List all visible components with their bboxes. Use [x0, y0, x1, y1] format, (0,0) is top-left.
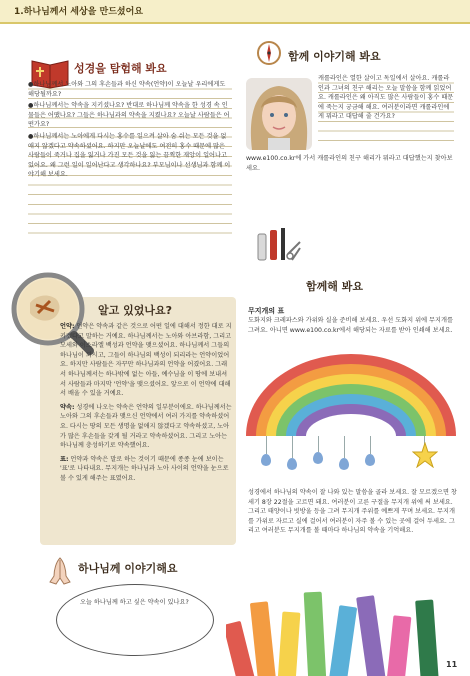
- colored-pencils-illustration: [226, 580, 456, 676]
- rainbow-illustration: [246, 354, 456, 474]
- together-title: 함께해 봐요: [306, 280, 363, 293]
- know-paragraph: [60, 455, 232, 484]
- know-definition: 성경에 나오는 약속은 언약의 일부분이에요. 하나님께서는 노아와 그의 후손들과 맺으신 언약에서 여러 가지를 약속하셨어요. 다시는 땅의 모든 생명을 없애지 않겠다고 약속하셨고, 노아가 많은 후손들을 갖게 될 거라고 약속하셨어요. 그리고 노아는 하나님께 충성하기로 약속했어요.: [60, 403, 232, 450]
- know-text: [60, 322, 232, 484]
- pray-prompt: 오늘 하나님께 하고 싶은 약속이 있나요?: [80, 599, 189, 606]
- explore-paragraph: ●하나님께서 노아와 그의 후손들과 하신 약속(언약)이 오늘날 우리에게도 해당될까요?: [28, 81, 226, 98]
- know-term: 표:: [60, 455, 69, 463]
- page-number: 11: [446, 660, 458, 669]
- together-instructions: 성경에서 하나님의 약속이 잘 나와 있는 말씀을 골라 보세요. 잘 모르겠으면 창세기 8장 22절을 고르면 돼요. 여러분이 고른 구절을 무지개 위에 써 보세요. 그리고 태양이나 빗방울 등을 그려 무지개 주위를 예쁘게 꾸며 보세요. 무지개를 가위로 자르고 실에 걸어서 여러분이 자주 볼 수 있는 곳에 걸어 두세요. 그리고 여러분도 무지개를 볼 때마다 하나님의 약속을 기억해요.: [248, 489, 457, 535]
- know-title: 알고 있었나요?: [98, 304, 172, 317]
- talk-title: 함께 이야기해 봐요: [288, 50, 381, 63]
- praying-hands-icon: [46, 556, 74, 586]
- talk-text: 캐롤라인은 열한 살이고 독일에서 살아요. 캐롤라인과 그녀의 친구 해리는 오늘 말씀을 함께 읽었어요. 캐롤라인은 왜 아직도 많은 사람들이 홍수 때문에 죽는지 궁금해 해요. 여러분이라면 캐롤라인에게 뭐라고 대답해 줄 건가요?: [318, 74, 454, 144]
- know-term: 언약:: [60, 323, 75, 330]
- together-subtitle: 무지개의 표: [248, 307, 285, 315]
- chapter-title: 1.하나님께서 세상을 만드셨어요: [14, 7, 143, 17]
- raindrop-icon: [365, 454, 375, 466]
- raindrop-icon: [287, 458, 297, 470]
- explore-title: 성경을 탐험해 봐요: [74, 62, 167, 75]
- explore-paragraph: ●하나님께서는 노아에게 다시는 홍수를 일으켜 살아 숨 쉬는 모든 것을 없애지 않겠다고 약속하셨어요. 하지만 오늘날에도 여전히 홍수 때문에 많은 사람들이 죽거나 집을 잃거나 가진 모든 것을 잃는 끔찍한 재앙이 일어나고 있어요. 왜 그런 일이 일어난다고 생각하나요? 부모님이나 선생님과 함께 이야기해 보세요.: [28, 132, 231, 179]
- star-icon: [412, 442, 438, 468]
- together-intro: 도화지와 크레파스와 가위와 실을 준비해 보세요. 우선 도화지 위에 무지개를 그려요. 아니면 www.e100.co.kr에서 해당되는 자료를 받아 인쇄해 보세요.: [248, 317, 453, 334]
- explore-paragraph: ●하나님께서는 약속을 지키셨나요? 반대로 하나님께 약속을 한 성경 속 인물들은 어땠나요? 그들은 하나님과의 약속을 지켰나요? 오늘날 사람들은 어떤가요?: [28, 102, 230, 129]
- know-definition: 언약과 약속은 말로 하는 것이기 때문에 종종 눈에 보이는 '표'로 나타내요. 무지개는 하나님과 노아 사이의 언약을 눈으로 볼 수 있게 해주는 표였어요.: [60, 455, 229, 482]
- craft-supplies-icon: [254, 224, 302, 264]
- raindrop-icon: [339, 458, 349, 470]
- pray-title: 하나님께 이야기해요: [78, 562, 178, 575]
- explore-text: [28, 80, 232, 240]
- know-paragraph: [60, 322, 232, 399]
- prayer-bubble: [56, 584, 214, 656]
- caroline-photo: [246, 78, 312, 150]
- raindrop-icon: [313, 452, 323, 464]
- know-definition: 언약은 약속과 같은 것으로 어떤 일에 대해서 정한 대로 지키겠다고 말하는 거예요. 하나님께서는 노아와 아브라함, 그리고 모세와 이스라엘 백성과 언약을 맺으셨어요. 하나님께서 그들의 하나님이 되시고, 그들이 하나님의 백성이 되리라는 언약이었어요. 하지만 사람들은 자꾸만 하나님과의 언약을 어겼어요. 그래서 하나님께서는 하나밖에 없는 아들, 예수님을 이 땅에 보내셔서 사람들과 마지막 '언약'을 맺으셨어요. 앞으로 이 언약에 대해서 배울 수 있을 거예요.: [60, 323, 232, 398]
- know-paragraph: [60, 403, 232, 451]
- raindrop-icon: [261, 454, 271, 466]
- know-term: 약속:: [60, 403, 75, 411]
- talk-link-text: www.e100.co.kr에 가서 캐롤라인의 친구 해리가 뭐라고 대답했는지 찾아보세요.: [246, 155, 453, 172]
- compass-icon: [256, 40, 282, 66]
